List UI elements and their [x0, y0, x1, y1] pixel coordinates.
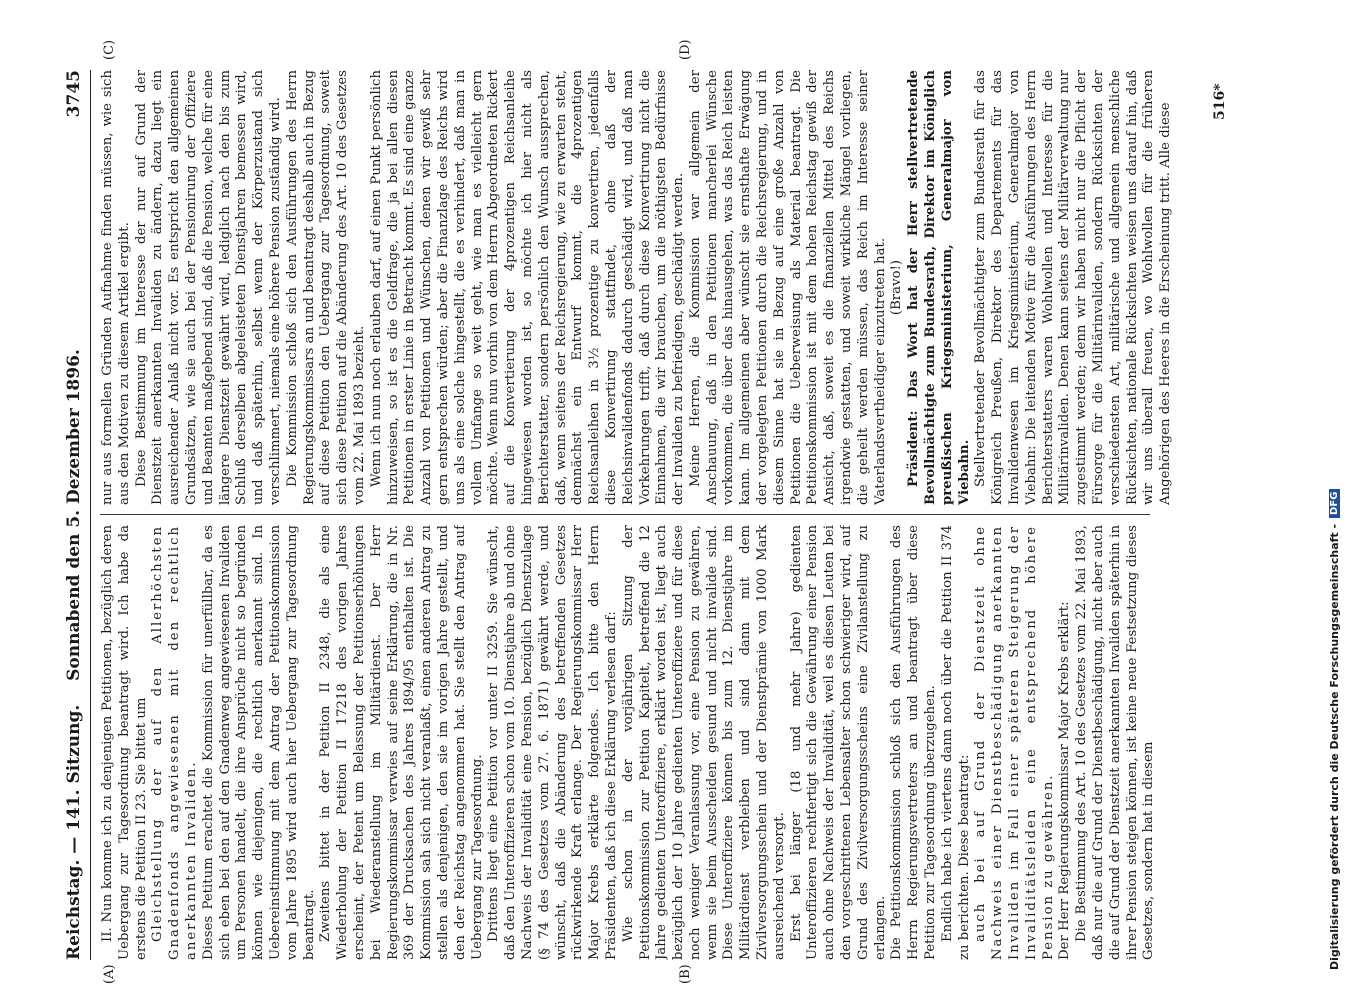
applause-note: (Bravo!): [889, 259, 905, 316]
header-left: Reichstag. — 141. Sitzung.: [64, 704, 84, 960]
paragraph: II. Nun komme ich zu denjenigen Petitionen, bezüglich deren Uebergang zur Tagesordnung beantragt wird. Ich habe da erstens die Petition II 23. Sie bittet um: [100, 525, 149, 960]
digitization-text: Digitalisierung gefördert durch die Deutsche Forschungsgemeinschaft -: [1327, 523, 1341, 970]
paragraph: Präsident: Das Wort hat der Herr stellvertretende Bevollmächtigte zum Bundesrath, Direktor im Königlich preußischen Kriegsministerium, Generalmajor von Viebahn.: [906, 70, 972, 505]
paragraph: Erst bei länger (18 und mehr Jahre) gedienten Unteroffizieren rechtfertigt sich die Gewährung einer Pension auch ohne Nachweis der Invalidität, weil es diesen Leuten bei den vorgeschrittenen Lebensalter schon schwieriger wird, auf Grund des Zivilversorgungsscheins eine Zivilanstellung zu erlangen.: [788, 525, 888, 960]
paragraph: Stellvertretender Bevollmächtigter zum Bundesrath für das Königreich Preußen, Direktor des Departements für das Invalidenwesen im Kriegsministerium, Generalmajor von Viebahn: Die leitenden Motive für die Ausführungen des Herrn Berichterstatters waren Wohlwollen und Interesse für die Militärinvaliden. Denen kann seitens der Militärverwaltung nur zugestimmt werden; denn wir haben nicht nur die Pflicht der Fürsorge für die Militärinvaliden, sondern Rücksichten der verschiedensten Art, militärische und allgemein menschliche Rücksichten, nationale Rücksichten weisen uns darauf hin, daß wir uns überall freuen, wo Wohlwollen für die früheren Angehörigen des Heeres in die Erscheinung tritt. Alle diese: [973, 70, 1174, 505]
page-number: 3745: [64, 70, 84, 118]
margin-marker-a: (A): [102, 964, 117, 984]
column-rule: [100, 514, 1150, 515]
paragraph: nur aus formellen Gründen Aufnahme finden müssen, wie sich aus den Motiven zu diesem Artikel ergibt.: [100, 70, 132, 505]
paragraph: Drittens liegt eine Petition vor unter II 3259. Sie wünscht, daß den Unteroffizieren schon vom 10. Dienstjahre ab und ohne Nachweis der Invalidität eine Pension, bezüglich Dienstzulage (§ 74 des Gesetzes vom 27. 6. 1871) gewährt werde, und wünscht, daß die Abänderung des betreffenden Gesetzes rückwirkende Kraft erlange. Der Regierungskommissar Herr Major Krebs erklärte folgendes. Ich bitte den Herrn Präsidenten, daß ich diese Erklärung verlesen darf:: [486, 525, 619, 960]
header-date: Sonnabend den 5. Dezember 1896.: [64, 349, 84, 681]
margin-marker-c: (C): [102, 39, 117, 60]
paragraph: Zweitens bittet in der Petition II 2348, die als eine Wiederholung der Petition II 17218 des vorigen Jahres erscheint, der Petent um Belassung der Petitionserhöhungen bei Wiederanstellung im Militärdienst. Der Herr Regierungskommissar verwies auf seine Erklärung, die in Nr. 369 der Drucksachen des Jahres 1894/95 enthalten ist. Die Kommission sah sich nicht veranlaßt, einen anderen Antrag zu stellen als denjenigen, den sie im vorigen Jahre gestellt, und den der Reichstag angenommen hat. Sie stellt den Antrag auf Uebergang zur Tagesordnung.: [318, 525, 485, 960]
page-code: 516*: [1212, 83, 1228, 120]
paragraph: Dieses Petitum erachtet die Kommission für unerfüllbar, da es sich eben bei den auf den Gnadenweg angewiesenen Invaliden um Personen handelt, die ihre Ansprüche nicht so begründen können wie diejenigen, die rechtlich anerkannt sind. In Uebereinstimmung mit dem Antrag der Petitionskommission vom Jahre 1895 wird auch hier Uebergang zur Tagesordnung beantragt.: [200, 525, 317, 960]
paragraph: Wie schon in der vorjährigen Sitzung der Petitionskommission zur Petition Kapitelt, betreffend die 12 Jahre gedienten Unteroffiziere, erklärt worden ist, liegt auch bezüglich der 10 Jahre gedienten Unteroffiziere und für diese noch weniger Veranlassung vor, eine Pension zu gewähren, wenn sie beim Ausscheiden gesund und nicht invalide sind. Diese Unteroffiziere können bis zum 12. Dienstjahre im Militärdienst verbleiben und sind dann mit dem Zivilversorgungsschein und der Dienstprämie von 1000 Mark ausreichend versorgt.: [620, 525, 787, 960]
margin-marker-b: (B): [678, 964, 693, 984]
right-column: [100, 70, 1270, 505]
digitization-note: [1326, 40, 1342, 970]
paragraph: Der Herr Regierungskommissar Major Krebs erklärt:: [1057, 601, 1073, 960]
paragraph: auch bei auf Grund der Dienstzeit ohne Nachweis einer Dienstbeschädigung anerkannten Invaliden im Fall einer späteren Steigerung der Invaliditätsleiden eine entsprechend höhere Pension zu gewähren.: [973, 525, 1056, 960]
left-column: [100, 525, 1270, 960]
dfg-logo: DFG: [1329, 489, 1340, 518]
paragraph: Meine Herren, die Kommission war allgemein der Anschauung, daß in den Petitionen mancherlei Wünsche vorkommen, die über das hinausgehen, was das Reich leisten kann. Im allgemeinen aber wünscht sie ernsthafte Erwägung der vorgelegten Petitionen durch die Reichsregierung, und in diesem Sinne hat sie in Bezug auf eine große Anzahl von Petitionen die Ueberweisung als Material beantragt. Die Petitionskommission ist mit dem hohen Reichstag gewiß der Ansicht, daß, soweit es die finanziellen Mittel des Reichs irgendwie gestatten, und soweit wirkliche Mängel vorliegen, die geheilt werden müssen, das Reich im Interesse seiner Vaterlandsvertheidiger einzutreten hat.: [687, 70, 888, 505]
paragraph: Wenn ich nun noch erlauben darf, auf einen Punkt persönlich hinzuweisen, so ist es die Geldfrage, die ja bei allen diesen Petitionen in erster Linie in Betracht kommt. Es sind eine ganze Anzahl von Petitionen und Wünschen, denen wir gewiß sehr gern entsprechen würden; aber die Finanzlage des Reichs wird uns als eine solche hingestellt, die es verhindert, daß man in vollem Umfange so weit geht, wie man es vielleicht gern möchte. Wenn nun vorhin von dem Herrn Abgeordneten Rickert auf die Konvertierung der 4prozentigen Reichsanleihe hingewiesen worden ist, so möchte ich hier nicht als Berichterstatter, sondern persönlich den Wunsch aussprechen, daß, wenn seitens der Reichsregierung, wie zu erwarten steht, demnächst ein Entwurf kommt, die 4prozentigen Reichsanleihen in 3½ prozentige zu konvertiren, jedenfalls diese Konvertirung stattfindet, ohne daß der Reichsinvalidenfonds dadurch geschädigt wird, und daß man Vorkehrungen trifft, daß durch diese Konvertirung nicht die Einnahmen, die wir brauchen, um die nöthigsten Bedürfnisse der Invaliden zu befriedigen, geschädigt werden.: [368, 70, 687, 505]
paragraph: Diese Bestimmung im Interesse der nur auf Grund der Dienstzeit anerkannten Invaliden zu ändern, dazu liegt ein ausreichender Anlaß nicht vor. Es entspricht den allgemeinen Grundsätzen, wie sie auch bei der Pensionirung der Offiziere und Beamten maßgebend sind, daß die Pension, welche für eine längere Dienstzeit gewährt wird, lediglich nach den bis zum Schluß derselben abgeleisteten Dienstjahren bemessen wird, und daß späterhin, selbst wenn der Körperzustand sich verschlimmert, niemals eine höhere Pension zuständig wird.: [133, 70, 283, 505]
page-header: [62, 70, 91, 960]
paragraph: Endlich habe ich viertens dann noch über die Petition II 374 zu berichten. Diese beantragt:: [939, 525, 972, 960]
paragraph: Die Petitionskommission schloß sich den Ausführungen des Herrn Regierungsvertreters an und beantragt über diese Petition zur Tagesordnung überzugehen.: [889, 525, 939, 960]
margin-marker-d: (D): [678, 39, 693, 60]
paragraph: Gleichstellung der auf den Allerhöchsten Gnadenfonds angewiesenen mit den rechtlich anerkannten Invaliden.: [150, 525, 199, 960]
paragraph: Die Kommission schloß sich den Ausführungen des Herrn Regierungskommissars an und beantragt deshalb auch in Bezug auf diese Petition den Uebergang zur Tagesordnung, soweit sich diese Petition auf die Abänderung des Art. 10 des Gesetzes vom 22. Mai 1893 bezieht.: [284, 70, 367, 505]
paragraph: Die Bestimmung des Art. 10 des Gesetzes vom 22. Mai 1893, daß nur die auf Grund der Dienstbeschädigung, nicht aber auch die auf Grund der Dienstzeit anerkannten Invaliden späterhin in ihrer Pension steigen können, ist keine neue Festsetzung dieses Gesetzes, sondern hat in diesem: [1074, 525, 1157, 960]
